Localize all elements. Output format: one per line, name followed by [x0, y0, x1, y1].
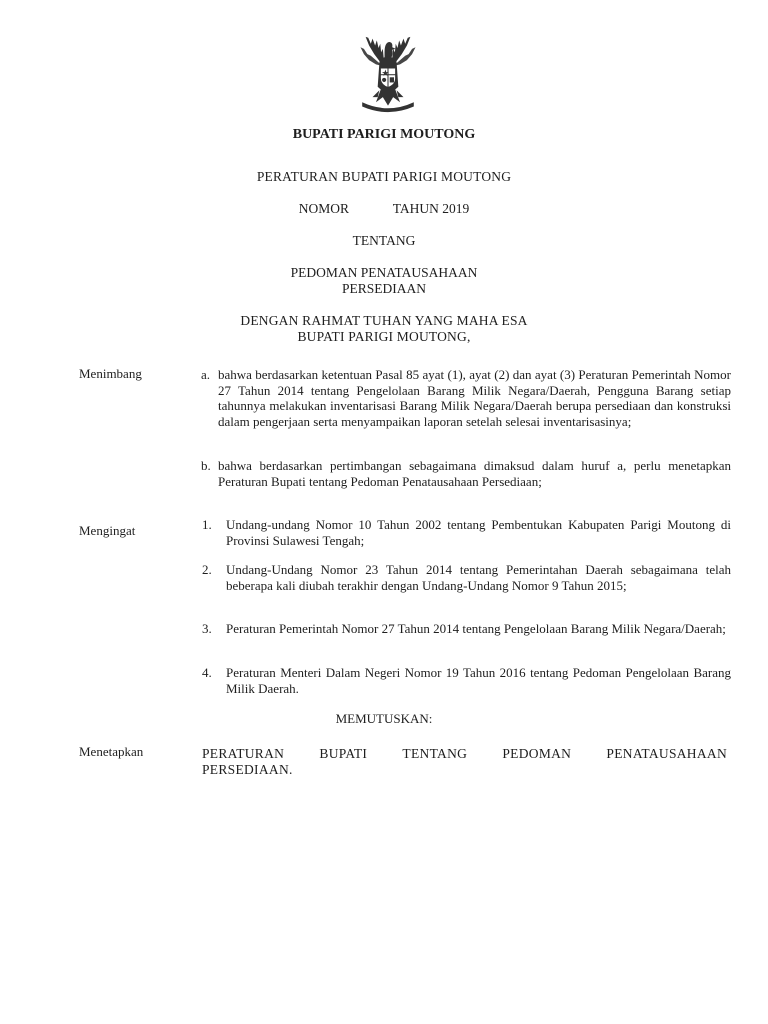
office-title: BUPATI PARIGI MOUTONG — [292, 127, 476, 142]
garuda-emblem-icon — [345, 30, 431, 116]
stipulation-word: PERATURAN — [202, 746, 285, 761]
regulation-title: PERATURAN BUPATI PARIGI MOUTONG — [256, 169, 512, 184]
subject-line-1: PEDOMAN PENATAUSAHAAN — [290, 265, 478, 280]
decision-heading: MEMUTUSKAN: — [335, 711, 433, 726]
stipulation-line-1 — [202, 746, 727, 762]
regulation-number — [0, 201, 768, 217]
item-marker: 2. — [202, 562, 212, 577]
invocation-line-1: DENGAN RAHMAT TUHAN YANG MAHA ESA — [240, 313, 528, 328]
stipulating-label: Menetapkan — [79, 744, 144, 759]
recalling-item-3 — [202, 621, 731, 637]
stipulation-text — [202, 746, 727, 777]
item-marker: 1. — [202, 517, 212, 532]
recalling-item-4 — [202, 665, 731, 696]
item-text: Undang-Undang Nomor 23 Tahun 2014 tentang Pemerintahan Daerah sebagaimana telah beberapa kali diubah terakhir dengan Undang-Undang Nomor 9 Tahun 2015; — [226, 562, 731, 593]
stipulation-word: PENATAUSAHAAN — [606, 746, 727, 761]
stipulation-word: PEDOMAN — [502, 746, 572, 761]
stipulation-word: TENTANG — [402, 746, 468, 761]
recalling-label: Mengingat — [79, 523, 136, 538]
item-marker: 4. — [202, 665, 212, 680]
stipulation-line-2: PERSEDIAAN. — [202, 761, 293, 777]
item-marker: 3. — [202, 621, 212, 636]
recalling-item-1 — [202, 517, 731, 548]
considering-item-a — [201, 367, 731, 429]
regulation-subject — [0, 265, 768, 297]
number-label: NOMOR — [298, 201, 349, 216]
recalling-item-2 — [202, 562, 731, 593]
invocation-line-2: BUPATI PARIGI MOUTONG, — [297, 329, 471, 344]
item-text: Undang-undang Nomor 10 Tahun 2002 tentang Pembentukan Kabupaten Parigi Moutong di Provinsi Sulawesi Tengah; — [226, 517, 731, 548]
item-text: bahwa berdasarkan pertimbangan sebagaimana dimaksud dalam huruf a, perlu menetapkan Peraturan Bupati tentang Pedoman Penatausahaan Persediaan; — [218, 458, 731, 489]
item-marker: a. — [201, 367, 211, 382]
item-marker: b. — [201, 458, 211, 473]
about-heading: TENTANG — [352, 233, 416, 248]
considering-label: Menimbang — [79, 366, 142, 381]
invocation — [0, 313, 768, 345]
item-text: bahwa berdasarkan ketentuan Pasal 85 ayat (1), ayat (2) dan ayat (3) Peraturan Pemerintah Nomor 27 Tahun 2014 tentang Pengelolaan Barang Milik Negara/Daerah, Pengguna Barang setiap tahunnya melakukan inventarisasi Barang Milik Negara/Daerah berupa persediaan dan konstruksi dalam pengerjaan serta menyampaikan laporan setelah selesai inventarisasinya; — [218, 367, 731, 429]
item-text: Peraturan Pemerintah Nomor 27 Tahun 2014 tentang Pengelolaan Barang Milik Negara/Daerah; — [226, 621, 726, 636]
stipulation-word: BUPATI — [319, 746, 368, 761]
considering-item-b — [201, 458, 731, 489]
subject-line-2: PERSEDIAAN — [341, 281, 426, 296]
item-text: Peraturan Menteri Dalam Negeri Nomor 19 Tahun 2016 tentang Pedoman Pengelolaan Barang Milik Daerah. — [226, 665, 731, 696]
year-label: TAHUN 2019 — [392, 201, 470, 216]
